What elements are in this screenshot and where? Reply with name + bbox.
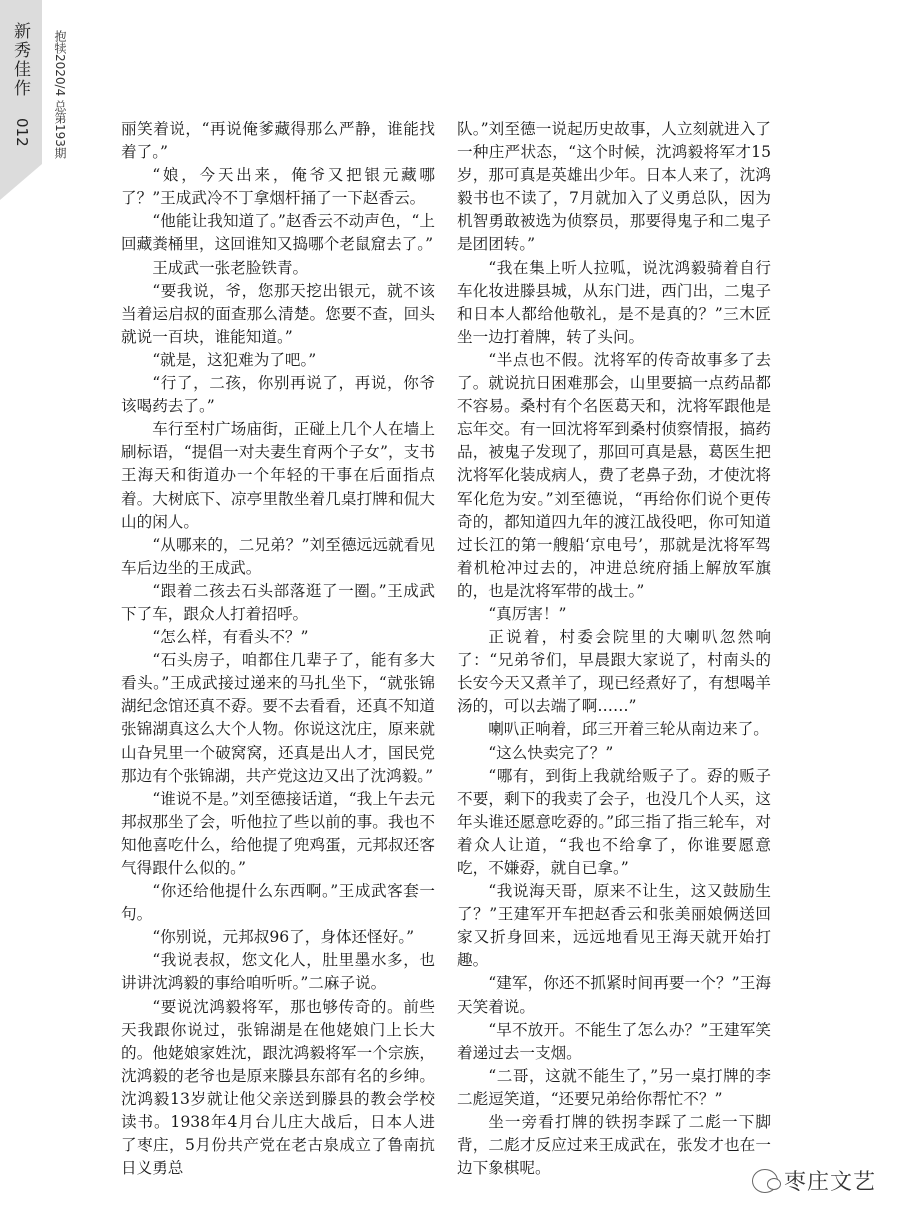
paragraph: “我在集上听人拉呱，说沈鸿毅骑着自行车化妆进滕县城，从东门进，西门出，二鬼子和日本人都给他敬礼，是不是真的？”三木匠坐一边打着牌，转了头问。 [457,258,771,346]
paragraph: “要说沈鸿毅将军，那也够传奇的。前些天我跟你说过，张锦湖是在他姥娘门上长大的。他姥娘家姓沈，跟沈鸿毅将军一个宗族，沈鸿毅的老爷也是原来滕县东部有名的乡绅。沈鸿毅13岁就让他父亲送到滕县的教会学校读书。1938年4月台儿庄大战后，日本人进了枣庄，5月份共产党在老古泉成立了鲁南抗日义勇总 [121,997,435,1178]
paragraph: 车行至村广场庙街，正碰上几个人在墙上刷标语，“提倡一对夫妻生育两个子女”，支书王海天和街道办一个年轻的干事在后面指点着。大树底下、凉亭里散坐着几桌打牌和侃大山的闲人。 [121,420,435,531]
paragraph: “娘，今天出来，俺爷又把银元藏哪了？”王成武冷不丁拿烟杆捅了一下赵香云。 [121,166,435,208]
paragraph: “我说海天哥，原来不让生，这又鼓励生了？”王建军开车把赵香云和张美丽娘俩送回家又折身回来，远远地看见王海天就开始打趣。 [457,882,771,970]
paragraph: “这么快卖完了？” [488,743,614,762]
paragraph: 队。”刘至德一说起历史故事，人立刻就进入了一种庄严状态，“这个时候，沈鸿毅将军才15岁，那可真是英雄出少年。日本人来了，沈鸿毅书也不读了，7月就加入了义勇总队，因为机智勇敢被选为侦察员，那要得鬼子和二鬼子是团团转。” [457,120,771,254]
paragraph: “就是，这犯难为了吧。” [152,350,317,369]
paragraph: 王成武一张老脸铁青。 [152,258,309,277]
watermark [752,1165,876,1196]
paragraph: “早不放开。不能生了怎么办？”王建军笑着递过去一支烟。 [457,1020,771,1062]
paragraph: “谁说不是。”刘至德接话道，“我上午去元邦叔那坐了会，听他拉了些以前的事。我也不知他喜吃什么，给他提了兜鸡蛋，元邦叔还客气得跟什么似的。” [121,789,435,877]
paragraph: “半点也不假。沈将军的传奇故事多了去了。就说抗日困难那会，山里要搞一点药品都不容易。桑村有个名医葛天和，沈将军跟他是忘年交。有一回沈将军到桑村侦察情报，搞药品，被鬼子发现了，那回可真是悬，葛医生把沈将军化装成病人，费了老鼻子劲，才使沈将军化危为安。”刘至德说，“再给你们说个更传奇的，都知道四九年的渡江战役吧，你可知道过长江的第一艘船‘京电号’，那就是沈将军驾着机枪冲过去的，冲进总统府插上解放军旗的，也是沈将军带的战士。” [457,350,771,600]
section-title: 新秀佳作 [10,22,30,98]
wechat-icon [752,1169,778,1193]
paragraph: 正说着，村委会院里的大喇叭忽然响了：“兄弟爷们，早晨跟大家说了，村南头的长安今天又煮羊了，现已经煮好了，有想喝羊汤的，可以去端了啊……” [457,628,771,716]
paragraph: “跟着二孩去石头部落逛了一圈。”王成武下了车，跟众人打着招呼。 [121,581,435,623]
paragraph: “石头房子，咱都住几辈子了，能有多大看头。”王成武接过递来的马扎坐下，“就张锦湖纪念馆还真不孬。要不去看看，还真不知道张锦湖真这么大个人物。你说这沈庄，原来就山旮旯里一个破窝窝，还真是出人才，国民党那边有个张锦湖，共产党这边又出了沈鸿毅。” [121,651,435,785]
paragraph: “行了，二孩，你别再说了，再说，你爷该喝药去了。” [121,374,435,416]
paragraph: “怎么样，有看头不？” [152,628,309,647]
paragraph: “你还给他提什么东西啊。”王成武客套一句。 [121,882,435,924]
paragraph: “二哥，这就不能生了，”另一桌打牌的李二彪逗笑道，“还要兄弟给你帮忙不？” [457,1066,771,1108]
paragraph: “真厉害！” [488,604,567,623]
watermark-text: 枣庄文艺 [784,1170,877,1195]
paragraph: “从哪来的，二兄弟？”刘至德远远就看见车后边坐的王成武。 [121,535,435,577]
page-number: 012 [13,118,31,147]
paragraph: “要我说，爷，您那天挖出银元，就不该当着运启叔的面查那么清楚。您要不查，回头就说一百块，谁能知道。” [121,281,435,346]
paragraph: “他能让我知道了。”赵香云不动声色，“上回藏粪桶里，这回谁知又捣哪个老鼠窟去了。” [121,212,435,254]
paragraph: 坐一旁看打牌的铁拐李踩了二彪一下脚背，二彪才反应过来王成武在，张发才也在一边下象棋呢。 [457,1113,771,1178]
paragraph: “我说表叔，您文化人，肚里墨水多，也讲讲沈鸿毅的事给咱听听。”二麻子说。 [121,951,435,993]
paragraph: “哪有，到街上我就给贩子了。孬的贩子不要，剩下的我卖了会子，也没几个人买，这年头谁还愿意吃孬的。”邱三指了指三轮车，对着众人让道，“我也不给拿了，你谁要愿意吃，不嫌孬，就自已拿。” [457,766,771,877]
issue-info: 抱犊2020/4 总第193期 [53,30,67,159]
left-column [121,118,435,1180]
right-column [457,118,771,1180]
paragraph: 喇叭正响着，邱三开着三轮从南边来了。 [488,720,769,739]
paragraph: “你别说，元邦叔96了，身体还怪好。” [152,928,415,947]
paragraph: “建军，你还不抓紧时间再要一个？”王海天笑着说。 [457,974,771,1016]
paragraph: 丽笑着说，“再说俺爹藏得那么严静，谁能找着了。” [121,120,435,162]
